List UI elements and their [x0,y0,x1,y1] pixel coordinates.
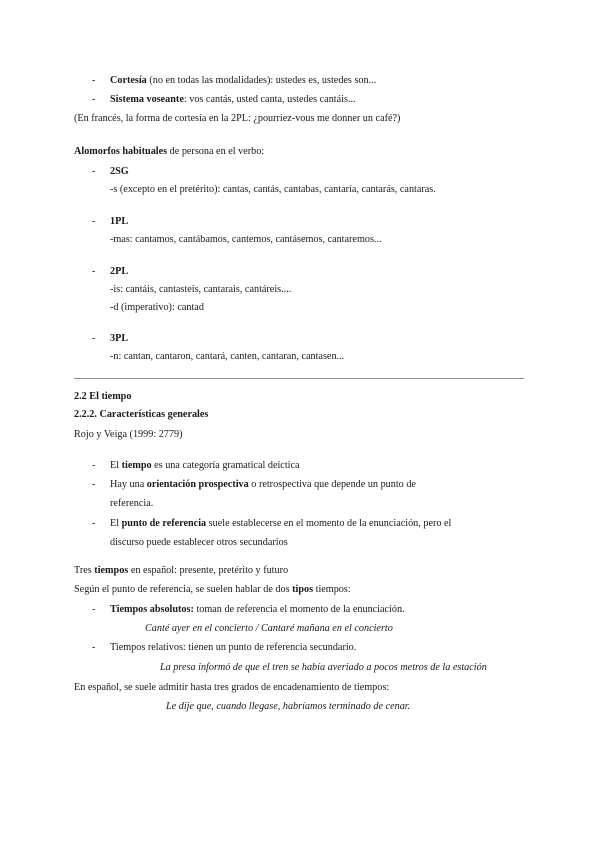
bullet-dash: - [92,460,96,471]
text-fragment: Tres [74,565,95,576]
label-1pl: 1PL [110,216,129,227]
text-2pl-1: -is: cantáis, cantasteis, cantarais, cantáreis.... [110,284,292,295]
example-relativos: La presa informó de que el tren se había averiado a pocos metros de la estación [160,662,487,673]
bullet-dash: - [92,479,96,490]
bullet-dash: - [92,333,96,344]
encadenamiento-line: En español, se suele admitir hasta tres grados de encadenamiento de tiempos: [74,682,390,693]
text-fragment: Según el punto de referencia, se suelen hablar de dos [74,584,293,595]
bullet-dash: - [92,604,96,615]
bullet-orientacion-cont: referencia. [110,498,154,509]
cortesia-term: Cortesía [110,75,147,86]
text-2sg: -s (excepto en el pretérito): cantas, cantás, cantabas, cantaría, cantarás, cantaras. [110,184,436,195]
text-3pl: -n: cantan, cantaron, cantará, canten, cantaran, cantasen... [110,351,345,362]
text-fragment: El [110,518,122,529]
cortesia-item [110,75,376,88]
bullet-dash: - [92,75,96,86]
text-1pl: -mas: cantamos, cantábamos, cantemos, cantásemos, cantaremos... [110,234,382,245]
french-note: (En francés, la forma de cortesía en la 2PL: ¿pourriez-vous me donner un café?) [74,113,401,124]
term-tiempos-absolutos: Tiempos absolutos: [110,604,194,615]
text-fragment: El [110,460,122,471]
text-2pl-2: -d (imperativo): cantad [110,302,204,313]
text-fragment: suele establecerse en el momento de la enunciación, pero el [206,518,452,529]
text-fragment: toman de referencia el momento de la enunciación. [193,604,405,615]
bullet-tiempo-deictico [110,460,300,473]
text-fragment: en español: presente, pretérito y futuro [128,565,289,576]
bullet-tiempos-relativos: Tiempos relativos: tienen un punto de referencia secundario. [110,642,357,653]
alomorfos-heading [74,146,264,159]
voseante-term: Sistema voseante [110,94,184,105]
term-tiempos: tiempos [94,565,129,576]
text-fragment: es una categoría gramatical deíctica [151,460,300,471]
bullet-dash: - [92,216,96,227]
horizontal-divider [74,378,524,379]
voseante-item [110,94,356,107]
label-2pl: 2PL [110,266,129,277]
subsection-title: 2.2.2. Características generales [74,409,209,420]
term-punto-referencia: punto de referencia [121,518,207,529]
voseante-text: : vos cantás, usted canta, ustedes cantáis... [183,94,356,105]
bullet-dash: - [92,266,96,277]
bullet-dash: - [92,518,96,529]
alomorfos-heading-bold: Alomorfos habituales [74,146,168,157]
bullet-tiempos-absolutos [110,604,405,617]
tres-tiempos-line [74,565,288,578]
bullet-dash: - [92,642,96,653]
bullet-orientacion [110,479,416,492]
label-2sg: 2SG [110,166,129,177]
text-fragment: o retrospectiva que depende un punto de [248,479,416,490]
example-absolutos: Canté ayer en el concierto / Cantaré mañana en el concierto [145,623,393,634]
alomorfos-heading-text: de persona en el verbo: [167,146,265,157]
bullet-punto-referencia-cont: discurso puede establecer otros secundarios [110,537,288,548]
bullet-dash: - [92,94,96,105]
text-fragment: Hay una [110,479,147,490]
bullet-punto-referencia [110,518,451,531]
segun-line [74,584,351,597]
bullet-dash: - [92,166,96,177]
term-orientacion: orientación prospectiva [146,479,249,490]
text-fragment: tiempos: [313,584,351,595]
label-3pl: 3PL [110,333,129,344]
term-tipos: tipos [292,584,314,595]
term-tiempo: tiempo [121,460,152,471]
reference-citation: Rojo y Veiga (1999: 2779) [74,429,183,440]
example-encadenamiento: Le dije que, cuando llegase, habríamos terminado de cenar. [166,701,411,712]
cortesia-text: (no en todas las modalidades): ustedes es, ustedes son... [146,75,377,86]
section-title: 2.2 El tiempo [74,391,132,402]
